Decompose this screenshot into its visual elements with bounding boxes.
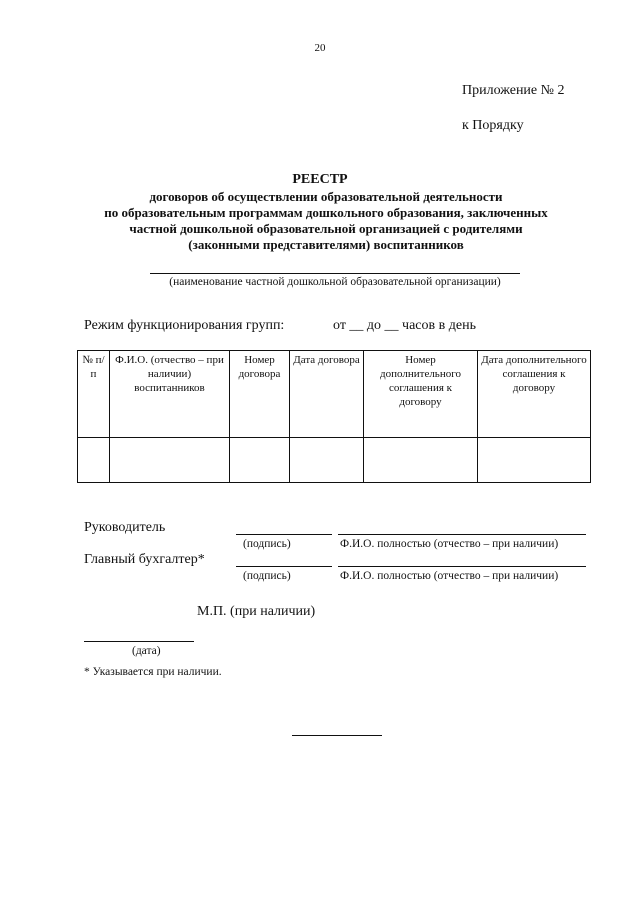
table-cell [364, 438, 478, 483]
head-signature-line [236, 534, 332, 535]
head-name-caption: Ф.И.О. полностью (отчество – при наличии) [340, 538, 559, 550]
accountant-label: Главный бухгалтер* [84, 552, 205, 567]
table-cell [478, 438, 591, 483]
page-number: 20 [314, 42, 326, 54]
accountant-signature-line [236, 566, 332, 567]
footnote: * Указывается при наличии. [84, 666, 222, 678]
header-addendum-number: Номер дополнительного соглашения к договору [364, 351, 478, 438]
table-header-row [78, 351, 591, 438]
registry-table [77, 350, 591, 483]
date-line [84, 641, 194, 642]
table-row [78, 438, 591, 483]
appendix-label: Приложение № 2 [462, 83, 565, 98]
operating-mode-label: Режим функционирования групп: [84, 318, 285, 333]
head-name-line [338, 534, 586, 535]
table-cell [230, 438, 290, 483]
header-contract-number: Номер договора [230, 351, 290, 438]
document-subtitle [60, 189, 592, 253]
header-contract-date: Дата договора [290, 351, 364, 438]
appendix-subtitle: к Порядку [462, 118, 524, 133]
header-number: № п/п [78, 351, 110, 438]
header-addendum-date: Дата дополнительного соглашения к договору [478, 351, 591, 438]
accountant-signature-caption: (подпись) [243, 570, 291, 582]
subtitle-line: договоров об осуществлении образовательной деятельности [149, 189, 503, 204]
table-cell [78, 438, 110, 483]
accountant-name-caption: Ф.И.О. полностью (отчество – при наличии) [340, 570, 559, 582]
stamp-label: М.П. (при наличии) [197, 604, 316, 619]
table-cell [290, 438, 364, 483]
operating-mode-hours: от __ до __ часов в день [333, 318, 476, 333]
subtitle-line: по образовательным программам дошкольного образования, заключенных [104, 205, 548, 220]
document-title: РЕЕСТР [292, 172, 348, 187]
accountant-name-line [338, 566, 586, 567]
subtitle-line: частной дошкольной образовательной организацией с родителями [129, 221, 523, 236]
header-child-name: Ф.И.О. (отчество – при наличии) воспитанников [110, 351, 230, 438]
date-caption: (дата) [132, 645, 161, 657]
end-divider [292, 735, 382, 736]
head-signature-caption: (подпись) [243, 538, 291, 550]
org-name-caption: (наименование частной дошкольной образовательной организации) [169, 276, 501, 288]
org-name-line [150, 273, 520, 274]
table-cell [110, 438, 230, 483]
head-label: Руководитель [84, 520, 166, 535]
subtitle-line: (законными представителями) воспитанников [188, 237, 464, 252]
